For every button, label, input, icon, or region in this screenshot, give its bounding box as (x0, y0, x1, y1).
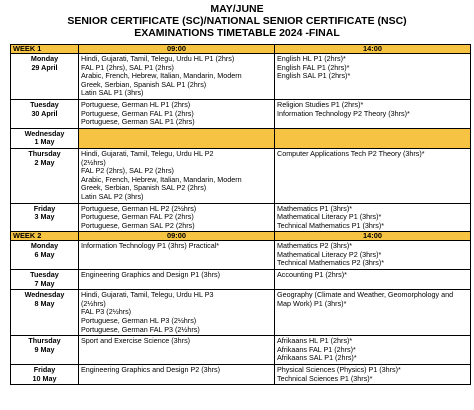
exam-entry: Physical Sciences (Physics) P1 (3hrs)* (277, 365, 401, 374)
exam-entry: Engineering Graphics and Design P1 (3hrs) (81, 270, 221, 280)
afternoon-session-header: 14:00 (275, 45, 471, 54)
day-row (11, 148, 471, 203)
exam-entry: Accounting P1 (2hrs)* (277, 270, 347, 280)
day-row (11, 290, 471, 336)
day-row (11, 365, 471, 385)
week-label: WEEK 1 (11, 45, 79, 54)
afternoon-session-cell (275, 290, 471, 336)
day-row (11, 203, 471, 232)
exam-entry: English FAL P1 (2hrs)* (277, 62, 350, 72)
morning-session-cell (79, 241, 275, 270)
day-name: Tuesday (30, 270, 59, 280)
exam-entry: (2½hrs) (81, 157, 106, 167)
exam-entry: Geography (Climate and Weather, Geomorphology and (277, 290, 454, 300)
day-name: Thursday (28, 336, 61, 346)
exam-entry: Hindi, Gujarati, Tamil, Telegu, Urdu HL P2 (81, 148, 214, 158)
exam-entry: Map Work) P1 (3hrs)* (277, 298, 347, 308)
exam-entry: Arabic, French, Hebrew, Italian, Mandarin, Modern (81, 174, 242, 184)
exam-entry: Greek, Serbian, Spanish SAL P1 (2hrs) (81, 79, 207, 89)
exam-entry: Information Technology P1 (3hrs) Practical* (81, 241, 220, 251)
day-cell (11, 128, 79, 148)
afternoon-session-cell (275, 241, 471, 270)
day-cell (11, 241, 79, 270)
day-row (11, 99, 471, 128)
exam-entry: Latin SAL P1 (3hrs) (81, 88, 144, 98)
exam-entry: Afrikaans HL P1 (2hrs)* (277, 336, 353, 346)
exam-entry: Computer Applications Tech P2 Theory (3hrs)* (277, 148, 425, 158)
afternoon-session-cell (275, 54, 471, 100)
day-date: 30 April (31, 108, 58, 118)
exam-entry: Technical Sciences P1 (3hrs)* (277, 373, 373, 383)
exam-entry: Afrikaans FAL P1 (2hrs)* (277, 344, 356, 354)
timetable-body (11, 45, 471, 385)
exam-entry: Portuguese, German HL P3 (2½hrs) (81, 316, 197, 326)
day-date: 1 May (34, 137, 55, 147)
day-name: Monday (30, 241, 59, 251)
exam-entry: Religion Studies P1 (2hrs)* (277, 99, 364, 109)
exam-entry: Sport and Exercise Science (3hrs) (81, 336, 191, 346)
afternoon-session-cell (275, 128, 471, 148)
exam-entry: Mathematical Literacy P1 (3hrs)* (277, 212, 382, 222)
exam-entry: Portuguese, German SAL P2 (2hrs) (81, 220, 195, 230)
exam-entry: Hindi, Gujarati, Tamil, Telegu, Urdu HL P3 (81, 290, 214, 300)
exam-entry: English HL P1 (2hrs)* (277, 54, 346, 63)
day-name: Wednesday (24, 128, 65, 138)
exam-entry: Portuguese, German HL P2 (2½hrs) (81, 203, 197, 213)
title-line-1: MAY/JUNE (210, 3, 264, 15)
exam-entry: Mathematical Literacy P2 (3hrs)* (277, 249, 382, 259)
morning-session-cell (79, 365, 275, 385)
exam-entry: Latin SAL P2 (3hrs) (81, 191, 144, 201)
week-header-row (11, 45, 471, 54)
day-cell (11, 148, 79, 203)
day-row (11, 128, 471, 148)
day-name: Wednesday (24, 290, 65, 300)
exam-entry: Hindi, Gujarati, Tamil, Telegu, Urdu HL P1 (2hrs) (81, 54, 235, 63)
day-row (11, 54, 471, 100)
title-line-3: EXAMINATIONS TIMETABLE 2024 -FINAL (134, 27, 340, 39)
exam-entry: Arabic, French, Hebrew, Italian, Mandarin, Modern (81, 71, 242, 81)
exam-entry: Mathematics P2 (3hrs)* (277, 241, 353, 251)
morning-session-cell (79, 128, 275, 148)
day-date: 10 May (32, 373, 57, 383)
exam-entry: Portuguese, German SAL P1 (2hrs) (81, 117, 195, 127)
afternoon-session-cell (275, 148, 471, 203)
exam-entry: English SAL P1 (2hrs)* (277, 71, 351, 81)
day-date: 9 May (34, 344, 55, 354)
morning-session-cell (79, 336, 275, 365)
exam-entry: Mathematics P1 (3hrs)* (277, 203, 353, 213)
day-cell (11, 336, 79, 365)
day-cell (11, 99, 79, 128)
morning-session-cell (79, 270, 275, 290)
afternoon-session-cell (275, 365, 471, 385)
day-name: Friday (33, 203, 56, 213)
morning-session-cell (79, 148, 275, 203)
exam-entry: (2½hrs) (81, 298, 106, 308)
morning-session-header: 09:00 (79, 45, 275, 54)
day-cell (11, 203, 79, 232)
exam-entry: Portuguese, German HL P1 (2hrs) (81, 99, 191, 109)
day-name: Tuesday (30, 99, 59, 109)
day-date: 2 May (34, 157, 55, 167)
morning-session-cell (79, 54, 275, 100)
day-cell (11, 270, 79, 290)
exam-entry: FAL P1 (2hrs), SAL P1 (2hrs) (81, 62, 174, 72)
morning-session-cell (79, 290, 275, 336)
day-date: 7 May (34, 278, 55, 288)
exam-entry: Portuguese, German FAL P2 (2hrs) (81, 212, 194, 222)
exam-entry: FAL P2 (2hrs), SAL P2 (2hrs) (81, 166, 174, 176)
day-name: Thursday (28, 148, 61, 158)
day-cell (11, 290, 79, 336)
exam-entry: Portuguese, German FAL P1 (2hrs) (81, 108, 194, 118)
day-row (11, 270, 471, 290)
exam-entry: Greek, Serbian, Spanish SAL P2 (2hrs) (81, 183, 207, 193)
exam-entry: Technical Mathematics P2 (3hrs)* (277, 258, 385, 268)
day-row (11, 336, 471, 365)
afternoon-session-cell (275, 270, 471, 290)
afternoon-session-header: 14:00 (275, 232, 471, 241)
morning-session-cell (79, 203, 275, 232)
exam-entry: Afrikaans SAL P1 (2hrs)* (277, 353, 357, 363)
day-date: 8 May (34, 298, 55, 308)
exam-entry: Technical Mathematics P1 (3hrs)* (277, 220, 385, 230)
exam-entry: Engineering Graphics and Design P2 (3hrs) (81, 365, 221, 374)
day-cell (11, 54, 79, 100)
day-name: Friday (33, 365, 56, 374)
morning-session-cell (79, 99, 275, 128)
day-row (11, 241, 471, 270)
day-date: 29 April (31, 62, 58, 72)
exam-entry: Information Technology P2 Theory (3hrs)* (277, 108, 410, 118)
afternoon-session-cell (275, 203, 471, 232)
exam-entry: Portuguese, German FAL P3 (2½hrs) (81, 324, 200, 334)
week-label: WEEK 2 (11, 232, 79, 241)
exam-entry: FAL P3 (2½hrs) (81, 307, 132, 317)
morning-session-header: 09:00 (79, 232, 275, 241)
afternoon-session-cell (275, 99, 471, 128)
day-cell (11, 365, 79, 385)
timetable-table (10, 44, 471, 385)
week-header-row (11, 232, 471, 241)
title-line-2: SENIOR CERTIFICATE (SC)/NATIONAL SENIOR CERTIFICATE (NSC) (67, 15, 407, 27)
day-date: 6 May (34, 249, 55, 259)
afternoon-session-cell (275, 336, 471, 365)
day-date: 3 May (34, 212, 55, 222)
day-name: Monday (30, 54, 59, 63)
